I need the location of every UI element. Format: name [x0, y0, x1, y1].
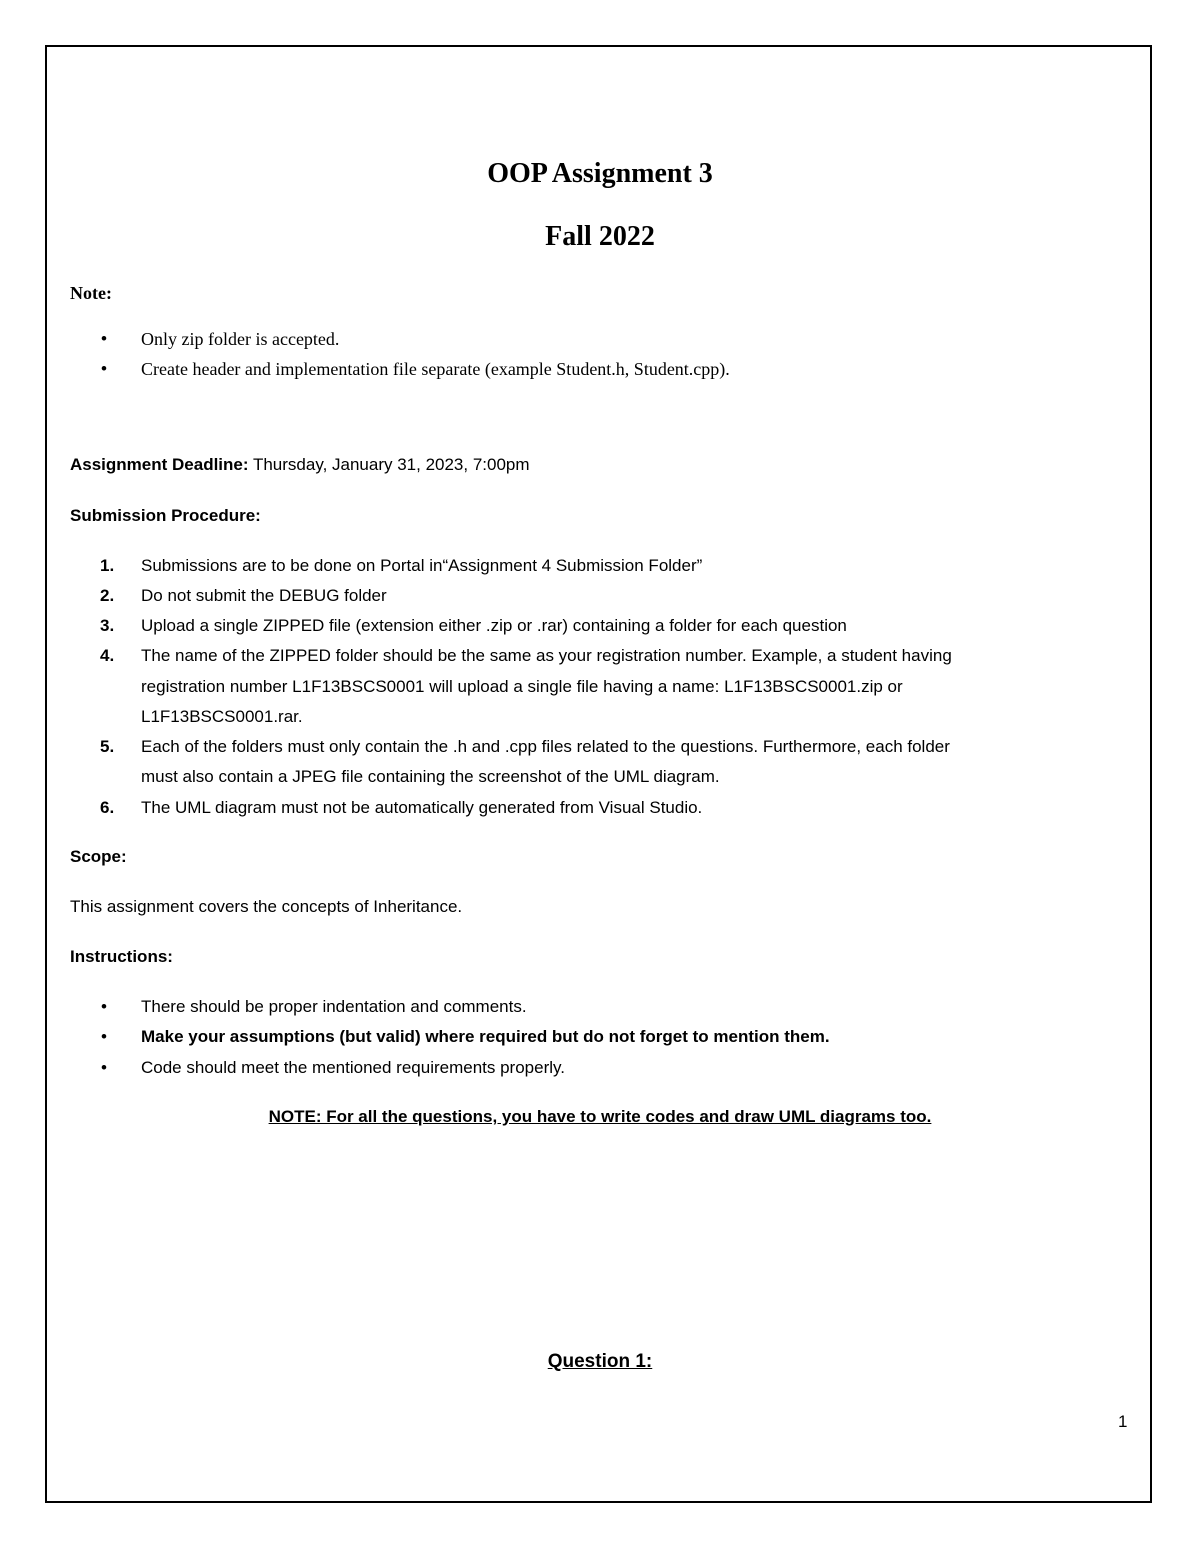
bullet-icon: • — [101, 329, 107, 348]
deadline-label: Assignment Deadline: — [70, 455, 249, 474]
note-item-1: Only zip folder is accepted. — [141, 329, 340, 349]
submission-item-5-line-1: Each of the folders must only contain the .h and .cpp files related to the questions. Furthermore, each folder — [141, 737, 950, 756]
submission-number-4: 4. — [100, 646, 115, 665]
bullet-icon: • — [101, 1058, 107, 1077]
deadline-value: Thursday, January 31, 2023, 7:00pm — [248, 455, 530, 474]
bullet-icon: • — [101, 997, 107, 1016]
document-subtitle: Fall 2022 — [545, 221, 655, 252]
instructions-heading: Instructions: — [70, 947, 173, 966]
submission-item-5-line-2: must also contain a JPEG file containing the screenshot of the UML diagram. — [141, 767, 720, 786]
uml-note: NOTE: For all the questions, you have to write codes and draw UML diagrams too. — [268, 1107, 932, 1126]
bullet-icon: • — [101, 1027, 107, 1046]
scope-text: This assignment covers the concepts of Inheritance. — [70, 897, 463, 916]
document-title: OOP Assignment 3 — [487, 158, 713, 189]
deadline-line — [70, 454, 530, 476]
instruction-item-1: There should be proper indentation and comments. — [141, 997, 527, 1016]
submission-item-4-line-3: L1F13BSCS0001.rar. — [141, 707, 303, 726]
scope-heading: Scope: — [70, 847, 127, 866]
submission-item-6: The UML diagram must not be automatically generated from Visual Studio. — [141, 798, 703, 817]
page-number: 1 — [1118, 1412, 1128, 1431]
submission-number-6: 6. — [100, 798, 115, 817]
submission-item-4-line-1: The name of the ZIPPED folder should be the same as your registration number. Example, a student having — [141, 646, 952, 665]
submission-item-1: Submissions are to be done on Portal in“Assignment 4 Submission Folder” — [141, 556, 703, 575]
submission-item-3: Upload a single ZIPPED file (extension either .zip or .rar) containing a folder for each question — [141, 616, 847, 635]
submission-number-2: 2. — [100, 586, 115, 605]
instruction-item-3: Code should meet the mentioned requirements properly. — [141, 1058, 565, 1077]
question-heading: Question 1: — [547, 1351, 653, 1372]
note-item-2: Create header and implementation file separate (example Student.h, Student.cpp). — [141, 359, 730, 379]
submission-number-1: 1. — [100, 556, 115, 575]
instruction-item-2: Make your assumptions (but valid) where required but do not forget to mention them. — [141, 1027, 830, 1046]
submission-number-3: 3. — [100, 616, 115, 635]
submission-heading: Submission Procedure: — [70, 506, 261, 525]
note-heading: Note: — [70, 283, 112, 303]
submission-number-5: 5. — [100, 737, 115, 756]
submission-item-4-line-2: registration number L1F13BSCS0001 will upload a single file having a name: L1F13BSCS0001.zip or — [141, 677, 903, 696]
submission-item-2: Do not submit the DEBUG folder — [141, 586, 387, 605]
bullet-icon: • — [101, 359, 107, 378]
